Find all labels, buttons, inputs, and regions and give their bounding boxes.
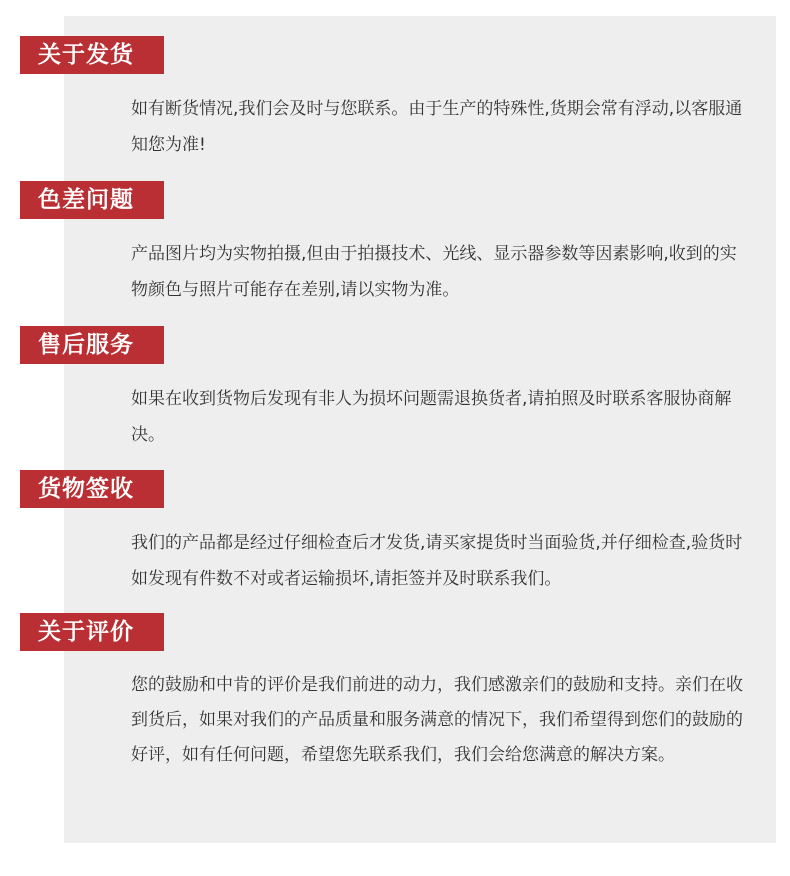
section-heading: 关于评价 [20,613,164,651]
section-heading: 关于发货 [20,36,164,74]
section-body: 如果在收到货物后发现有非人为损坏问题需退换货者,请拍照及时联系客服协商解决。 [131,389,732,445]
section-heading: 色差问题 [20,181,164,219]
section-body: 我们的产品都是经过仔细检查后才发货,请买家提货时当面验货,并仔细检查,验货时如发现有件数不对或者运输损坏,请拒签并及时联系我们。 [131,533,743,589]
section-heading: 售后服务 [20,326,164,364]
section-heading: 货物签收 [20,470,164,508]
section-body: 如有断货情况,我们会及时与您联系。由于生产的特殊性,货期会常有浮动,以客服通知您为准! [131,99,743,155]
section-body: 产品图片均为实物拍摄,但由于拍摄技术、光线、显示器参数等因素影响,收到的实物颜色与照片可能存在差别,请以实物为准。 [131,244,737,300]
section-body: 您的鼓励和中肯的评价是我们前进的动力，我们感激亲们的鼓励和支持。亲们在收到货后，如果对我们的产品质量和服务满意的情况下，我们希望得到您们的鼓励的好评，如有任何问题，希望您先联系我们，我们会给您满意的解决方案。 [131,675,743,765]
